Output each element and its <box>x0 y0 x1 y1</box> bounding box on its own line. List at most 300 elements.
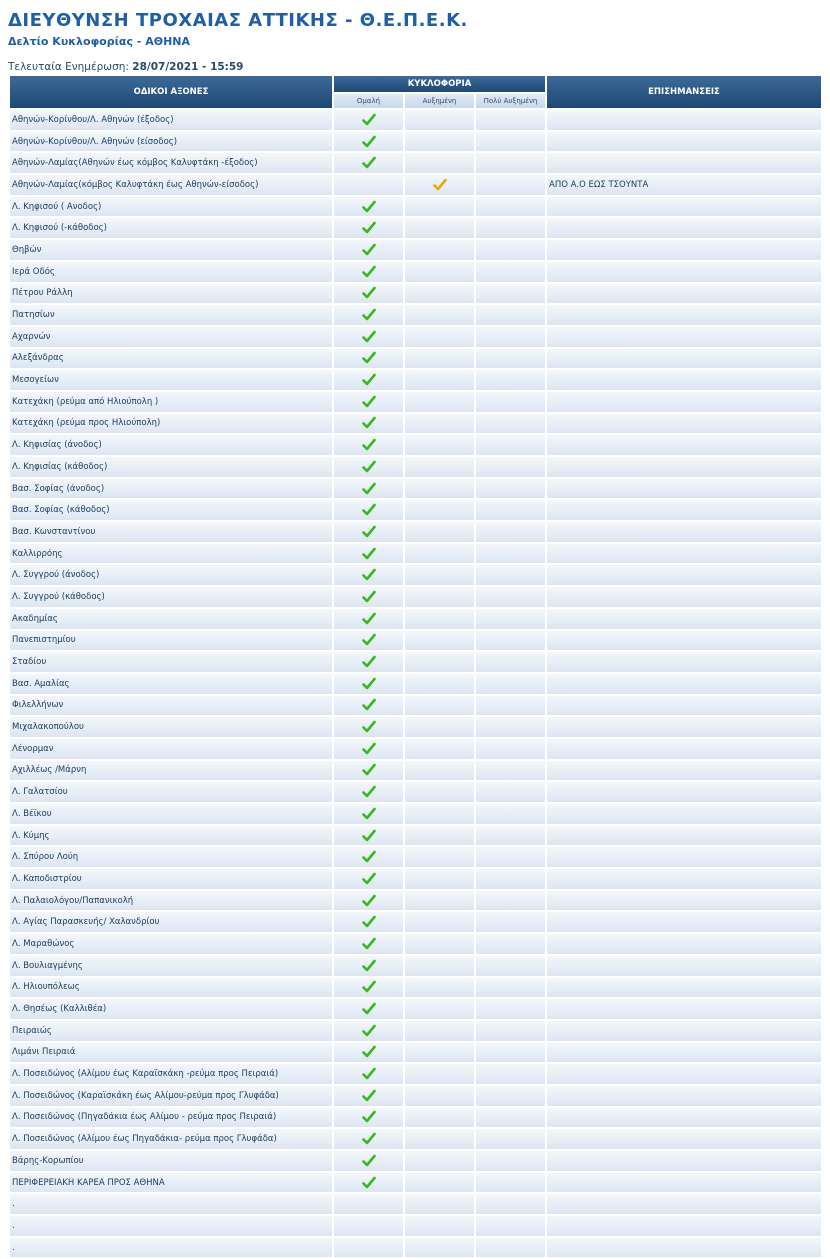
check-icon <box>362 1089 376 1103</box>
traffic-very-increased-cell <box>476 978 545 998</box>
traffic-very-increased-cell <box>476 761 545 781</box>
notes-cell <box>547 739 821 759</box>
road-name: Λένορμαν <box>10 739 332 759</box>
traffic-normal-cell <box>334 739 403 759</box>
traffic-normal-cell <box>334 956 403 976</box>
table-row <box>10 912 821 932</box>
road-name: Πανεπιστημίου <box>10 631 332 651</box>
traffic-normal-cell <box>334 327 403 347</box>
check-icon <box>362 438 376 452</box>
traffic-normal-cell <box>334 587 403 607</box>
traffic-normal-cell <box>334 218 403 238</box>
traffic-very-increased-cell <box>476 218 545 238</box>
notes-cell <box>547 717 821 737</box>
table-row <box>10 739 821 759</box>
check-icon <box>362 525 376 539</box>
road-name: Λ. Βουλιαγμένης <box>10 956 332 976</box>
traffic-very-increased-cell <box>476 652 545 672</box>
road-name: Λ. Μαραθώνος <box>10 934 332 954</box>
traffic-increased-cell <box>405 912 474 932</box>
traffic-increased-cell <box>405 717 474 737</box>
traffic-normal-cell <box>334 1108 403 1128</box>
traffic-increased-cell <box>405 327 474 347</box>
traffic-increased-cell <box>405 1064 474 1084</box>
road-name: Αθηνών-Κορίνθου/Λ. Αθηνών (είσοδος) <box>10 132 332 152</box>
road-name: Βασ. Αμαλίας <box>10 674 332 694</box>
notes-cell <box>547 1108 821 1128</box>
traffic-very-increased-cell <box>476 1086 545 1106</box>
traffic-normal-cell <box>334 978 403 998</box>
check-icon <box>362 330 376 344</box>
road-name: Σταδίου <box>10 652 332 672</box>
traffic-normal-cell <box>334 284 403 304</box>
notes-cell <box>547 956 821 976</box>
traffic-normal-cell <box>334 1043 403 1063</box>
table-row <box>10 1238 821 1258</box>
traffic-increased-cell <box>405 349 474 369</box>
traffic-very-increased-cell <box>476 717 545 737</box>
check-icon <box>362 156 376 170</box>
notes-cell <box>547 999 821 1019</box>
traffic-very-increased-cell <box>476 869 545 889</box>
notes-cell <box>547 847 821 867</box>
traffic-increased-cell <box>405 847 474 867</box>
table-row <box>10 891 821 911</box>
road-name: . <box>10 1238 332 1258</box>
road-name: Αθηνών-Λαμίας(κόμβος Καλυφτάκη έως Αθηνών-είσοδος) <box>10 175 332 195</box>
traffic-very-increased-cell <box>476 1238 545 1258</box>
traffic-normal-cell <box>334 1151 403 1171</box>
check-icon <box>362 1132 376 1146</box>
traffic-very-increased-cell <box>476 565 545 585</box>
check-icon <box>362 265 376 279</box>
table-row <box>10 1064 821 1084</box>
table-row <box>10 1108 821 1128</box>
table-row <box>10 847 821 867</box>
check-icon <box>362 547 376 561</box>
notes-cell <box>547 305 821 325</box>
road-name: ΠΕΡΙΦΕΡΕΙΑΚΗ ΚΑΡΕΑ ΠΡΟΣ ΑΘΗΝΑ <box>10 1173 332 1193</box>
table-row <box>10 327 821 347</box>
traffic-very-increased-cell <box>476 1216 545 1236</box>
notes-cell <box>547 153 821 173</box>
check-icon <box>362 460 376 474</box>
notes-cell <box>547 696 821 716</box>
notes-cell <box>547 782 821 802</box>
traffic-normal-cell <box>334 1129 403 1149</box>
check-icon <box>362 373 376 387</box>
traffic-normal-cell <box>334 1238 403 1258</box>
table-row <box>10 869 821 889</box>
notes-cell <box>547 565 821 585</box>
traffic-increased-cell <box>405 934 474 954</box>
traffic-normal-cell <box>334 717 403 737</box>
traffic-very-increased-cell <box>476 1151 545 1171</box>
traffic-increased-cell <box>405 739 474 759</box>
check-icon <box>362 742 376 756</box>
traffic-normal-cell <box>334 305 403 325</box>
last-update <box>8 60 822 74</box>
traffic-normal-cell <box>334 110 403 130</box>
traffic-increased-cell <box>405 500 474 520</box>
traffic-very-increased-cell <box>476 175 545 195</box>
road-name: Λ. Κηφισού (-κάθοδος) <box>10 218 332 238</box>
road-name: Λ. Παλαιολόγου/Παπανικολή <box>10 891 332 911</box>
traffic-normal-cell <box>334 153 403 173</box>
table-row <box>10 153 821 173</box>
check-icon <box>433 178 447 192</box>
check-icon <box>362 1110 376 1124</box>
road-name: Λ. Κηφισού ( Ανοδος) <box>10 197 332 217</box>
road-name: Μεσογείων <box>10 370 332 390</box>
table-row <box>10 110 821 130</box>
traffic-normal-cell <box>334 1216 403 1236</box>
traffic-normal-cell <box>334 696 403 716</box>
table-row <box>10 284 821 304</box>
table-row <box>10 696 821 716</box>
road-name: Λ. Ποσειδώνος (Αλίμου έως Πηγαδάκια- ρεύμα προς Γλυφάδα) <box>10 1129 332 1149</box>
traffic-increased-cell <box>405 826 474 846</box>
table-row <box>10 522 821 542</box>
traffic-normal-cell <box>334 262 403 282</box>
traffic-very-increased-cell <box>476 956 545 976</box>
notes-cell <box>547 197 821 217</box>
table-row <box>10 240 821 260</box>
notes-cell <box>547 912 821 932</box>
page-title: ΔΙΕΥΘΥΝΣΗ ΤΡΟΧΑΙΑΣ ΑΤΤΙΚΗΣ - Θ.Ε.Π.Ε.Κ. <box>8 10 468 31</box>
notes-cell <box>547 1216 821 1236</box>
table-row <box>10 414 821 434</box>
notes-cell <box>547 1129 821 1149</box>
notes-cell <box>547 500 821 520</box>
traffic-very-increased-cell <box>476 912 545 932</box>
road-name: Αθηνών-Κορίνθου/Λ. Αθηνών (έξοδος) <box>10 110 332 130</box>
notes-cell <box>547 392 821 412</box>
notes-cell <box>547 1086 821 1106</box>
traffic-increased-cell <box>405 370 474 390</box>
notes-cell <box>547 609 821 629</box>
table-row <box>10 1216 821 1236</box>
traffic-increased-cell <box>405 262 474 282</box>
check-icon <box>362 1176 376 1190</box>
traffic-increased-cell <box>405 999 474 1019</box>
notes-cell <box>547 587 821 607</box>
table-row <box>10 565 821 585</box>
traffic-very-increased-cell <box>476 609 545 629</box>
traffic-normal-cell <box>334 479 403 499</box>
traffic-very-increased-cell <box>476 284 545 304</box>
traffic-normal-cell <box>334 197 403 217</box>
traffic-increased-cell <box>405 587 474 607</box>
notes-cell <box>547 457 821 477</box>
road-name: Λ. Κηφισίας (άνοδος) <box>10 435 332 455</box>
table-row <box>10 934 821 954</box>
traffic-very-increased-cell <box>476 782 545 802</box>
traffic-normal-cell <box>334 414 403 434</box>
road-name: Λ. Κύμης <box>10 826 332 846</box>
traffic-increased-cell <box>405 1043 474 1063</box>
traffic-very-increased-cell <box>476 240 545 260</box>
road-name: Θηβών <box>10 240 332 260</box>
traffic-normal-cell <box>334 652 403 672</box>
notes-cell <box>547 414 821 434</box>
traffic-increased-cell <box>405 1238 474 1258</box>
traffic-very-increased-cell <box>476 804 545 824</box>
traffic-very-increased-cell <box>476 544 545 564</box>
check-icon <box>362 698 376 712</box>
traffic-very-increased-cell <box>476 414 545 434</box>
traffic-increased-cell <box>405 978 474 998</box>
traffic-increased-cell <box>405 761 474 781</box>
traffic-normal-cell <box>334 500 403 520</box>
check-icon <box>362 351 376 365</box>
table-row <box>10 782 821 802</box>
road-name: Λ. Αγίας Παρασκευής/ Χαλανδρίου <box>10 912 332 932</box>
traffic-very-increased-cell <box>476 479 545 499</box>
table-row <box>10 262 821 282</box>
notes-cell <box>547 804 821 824</box>
table-row <box>10 761 821 781</box>
traffic-normal-cell <box>334 999 403 1019</box>
notes-cell <box>547 934 821 954</box>
check-icon <box>362 221 376 235</box>
table-row <box>10 132 821 152</box>
traffic-increased-cell <box>405 609 474 629</box>
check-icon <box>362 503 376 517</box>
table-row <box>10 1194 821 1214</box>
check-icon <box>362 308 376 322</box>
notes-cell <box>547 674 821 694</box>
check-icon <box>362 612 376 626</box>
road-name: Αχιλλέως /Μάρνη <box>10 761 332 781</box>
road-name: Λ. Βέϊκου <box>10 804 332 824</box>
road-name: Λ. Κηφισίας (κάθοδος) <box>10 457 332 477</box>
traffic-increased-cell <box>405 392 474 412</box>
traffic-increased-cell <box>405 284 474 304</box>
table-row <box>10 587 821 607</box>
notes-cell <box>547 1021 821 1041</box>
check-icon <box>362 633 376 647</box>
traffic-very-increased-cell <box>476 500 545 520</box>
table-row <box>10 500 821 520</box>
traffic-very-increased-cell <box>476 349 545 369</box>
traffic-very-increased-cell <box>476 891 545 911</box>
road-name: Πειραιώς <box>10 1021 332 1041</box>
table-row <box>10 956 821 976</box>
traffic-very-increased-cell <box>476 153 545 173</box>
notes-cell <box>547 978 821 998</box>
notes-cell <box>547 370 821 390</box>
road-name: Λ. Ποσειδώνος (Καραϊσκάκη έως Αλίμου-ρεύμα προς Γλυφάδα) <box>10 1086 332 1106</box>
check-icon <box>362 850 376 864</box>
check-icon <box>362 959 376 973</box>
check-icon <box>362 720 376 734</box>
traffic-very-increased-cell <box>476 522 545 542</box>
table-row <box>10 197 821 217</box>
table-row <box>10 1129 821 1149</box>
traffic-normal-cell <box>334 435 403 455</box>
check-icon <box>362 1024 376 1038</box>
notes-cell <box>547 218 821 238</box>
check-icon <box>362 1045 376 1059</box>
traffic-very-increased-cell <box>476 305 545 325</box>
notes-cell <box>547 284 821 304</box>
table-row <box>10 717 821 737</box>
traffic-very-increased-cell <box>476 696 545 716</box>
traffic-very-increased-cell <box>476 197 545 217</box>
check-icon <box>362 395 376 409</box>
table-row <box>10 1086 821 1106</box>
traffic-very-increased-cell <box>476 1173 545 1193</box>
last-update-label: Τελευταία Ενημέρωση: <box>8 61 129 73</box>
traffic-table <box>8 74 823 1259</box>
table-row <box>10 457 821 477</box>
column-header-normal: Ομαλή <box>334 94 403 108</box>
last-update-value: 28/07/2021 - 15:59 <box>132 61 244 73</box>
road-name: Λ. Σπύρου Λούη <box>10 847 332 867</box>
road-name: Βασ. Σοφίας (άνοδος) <box>10 479 332 499</box>
traffic-increased-cell <box>405 522 474 542</box>
traffic-very-increased-cell <box>476 934 545 954</box>
traffic-normal-cell <box>334 349 403 369</box>
notes-cell <box>547 869 821 889</box>
road-name: Φιλελλήνων <box>10 696 332 716</box>
check-icon <box>362 980 376 994</box>
traffic-increased-cell <box>405 1108 474 1128</box>
table-row <box>10 435 821 455</box>
road-name: Μιχαλακοπούλου <box>10 717 332 737</box>
traffic-increased-cell <box>405 782 474 802</box>
road-name: Λ. Θησέως (Καλλιθέα) <box>10 999 332 1019</box>
traffic-increased-cell <box>405 1216 474 1236</box>
table-row <box>10 544 821 564</box>
check-icon <box>362 200 376 214</box>
check-icon <box>362 829 376 843</box>
road-name: Αθηνών-Λαμίας(Αθηνών έως κόμβος Καλυφτάκη -έξοδος) <box>10 153 332 173</box>
traffic-normal-cell <box>334 934 403 954</box>
traffic-normal-cell <box>334 544 403 564</box>
notes-cell <box>547 240 821 260</box>
traffic-normal-cell <box>334 240 403 260</box>
notes-cell <box>547 522 821 542</box>
traffic-increased-cell <box>405 804 474 824</box>
column-header-traffic: ΚΥΚΛΟΦΟΡΙΑ <box>334 76 545 92</box>
notes-cell: ΑΠΟ Α.Ο ΕΩΣ ΤΣΟΥΝΤΑ <box>547 175 821 195</box>
notes-cell <box>547 1194 821 1214</box>
traffic-normal-cell <box>334 522 403 542</box>
traffic-very-increased-cell <box>476 847 545 867</box>
traffic-increased-cell <box>405 891 474 911</box>
traffic-increased-cell <box>405 435 474 455</box>
check-icon <box>362 135 376 149</box>
notes-cell <box>547 1173 821 1193</box>
traffic-normal-cell <box>334 891 403 911</box>
traffic-increased-cell <box>405 1151 474 1171</box>
traffic-very-increased-cell <box>476 739 545 759</box>
table-row <box>10 999 821 1019</box>
table-row <box>10 674 821 694</box>
check-icon <box>362 894 376 908</box>
traffic-normal-cell <box>334 674 403 694</box>
traffic-normal-cell <box>334 869 403 889</box>
traffic-very-increased-cell <box>476 1064 545 1084</box>
check-icon <box>362 915 376 929</box>
road-name: Λ. Γαλατσίου <box>10 782 332 802</box>
table-row <box>10 218 821 238</box>
table-row <box>10 305 821 325</box>
traffic-very-increased-cell <box>476 1043 545 1063</box>
road-name: Λιμάνι Πειραιά <box>10 1043 332 1063</box>
traffic-increased-cell <box>405 240 474 260</box>
table-row <box>10 1021 821 1041</box>
notes-cell <box>547 652 821 672</box>
traffic-very-increased-cell <box>476 262 545 282</box>
traffic-increased-cell <box>405 696 474 716</box>
check-icon <box>362 1067 376 1081</box>
traffic-normal-cell <box>334 1064 403 1084</box>
traffic-normal-cell <box>334 1086 403 1106</box>
traffic-increased-cell <box>405 1194 474 1214</box>
traffic-very-increased-cell <box>476 826 545 846</box>
traffic-very-increased-cell <box>476 587 545 607</box>
check-icon <box>362 416 376 430</box>
traffic-normal-cell <box>334 392 403 412</box>
notes-cell <box>547 631 821 651</box>
traffic-increased-cell <box>405 218 474 238</box>
notes-cell <box>547 826 821 846</box>
table-row <box>10 349 821 369</box>
table-row <box>10 392 821 412</box>
road-name: Βασ. Κωνσταντίνου <box>10 522 332 542</box>
traffic-increased-cell <box>405 175 474 195</box>
traffic-increased-cell <box>405 544 474 564</box>
notes-cell <box>547 479 821 499</box>
traffic-increased-cell <box>405 956 474 976</box>
traffic-very-increased-cell <box>476 457 545 477</box>
traffic-normal-cell <box>334 847 403 867</box>
table-row <box>10 175 821 195</box>
traffic-normal-cell <box>334 1021 403 1041</box>
table-row <box>10 804 821 824</box>
column-header-notes: ΕΠΙΣΗΜΑΝΣΕΙΣ <box>547 76 821 108</box>
traffic-very-increased-cell <box>476 1108 545 1128</box>
table-row <box>10 978 821 998</box>
traffic-increased-cell <box>405 132 474 152</box>
notes-cell <box>547 349 821 369</box>
road-name: Κατεχάκη (ρεύμα από Ηλιούπολη ) <box>10 392 332 412</box>
traffic-very-increased-cell <box>476 631 545 651</box>
traffic-increased-cell <box>405 305 474 325</box>
traffic-increased-cell <box>405 457 474 477</box>
traffic-increased-cell <box>405 153 474 173</box>
traffic-increased-cell <box>405 1021 474 1041</box>
check-icon <box>362 1154 376 1168</box>
check-icon <box>362 482 376 496</box>
column-header-very-increased: Πολύ Αυξημένη <box>476 94 545 108</box>
road-name: Λ. Ηλιουπόλεως <box>10 978 332 998</box>
traffic-increased-cell <box>405 197 474 217</box>
traffic-increased-cell <box>405 1129 474 1149</box>
notes-cell <box>547 132 821 152</box>
traffic-increased-cell <box>405 869 474 889</box>
table-row <box>10 631 821 651</box>
table-row <box>10 479 821 499</box>
traffic-normal-cell <box>334 370 403 390</box>
traffic-very-increased-cell <box>476 435 545 455</box>
road-name: Ακαδημίας <box>10 609 332 629</box>
check-icon <box>362 807 376 821</box>
page-header <box>0 0 830 74</box>
